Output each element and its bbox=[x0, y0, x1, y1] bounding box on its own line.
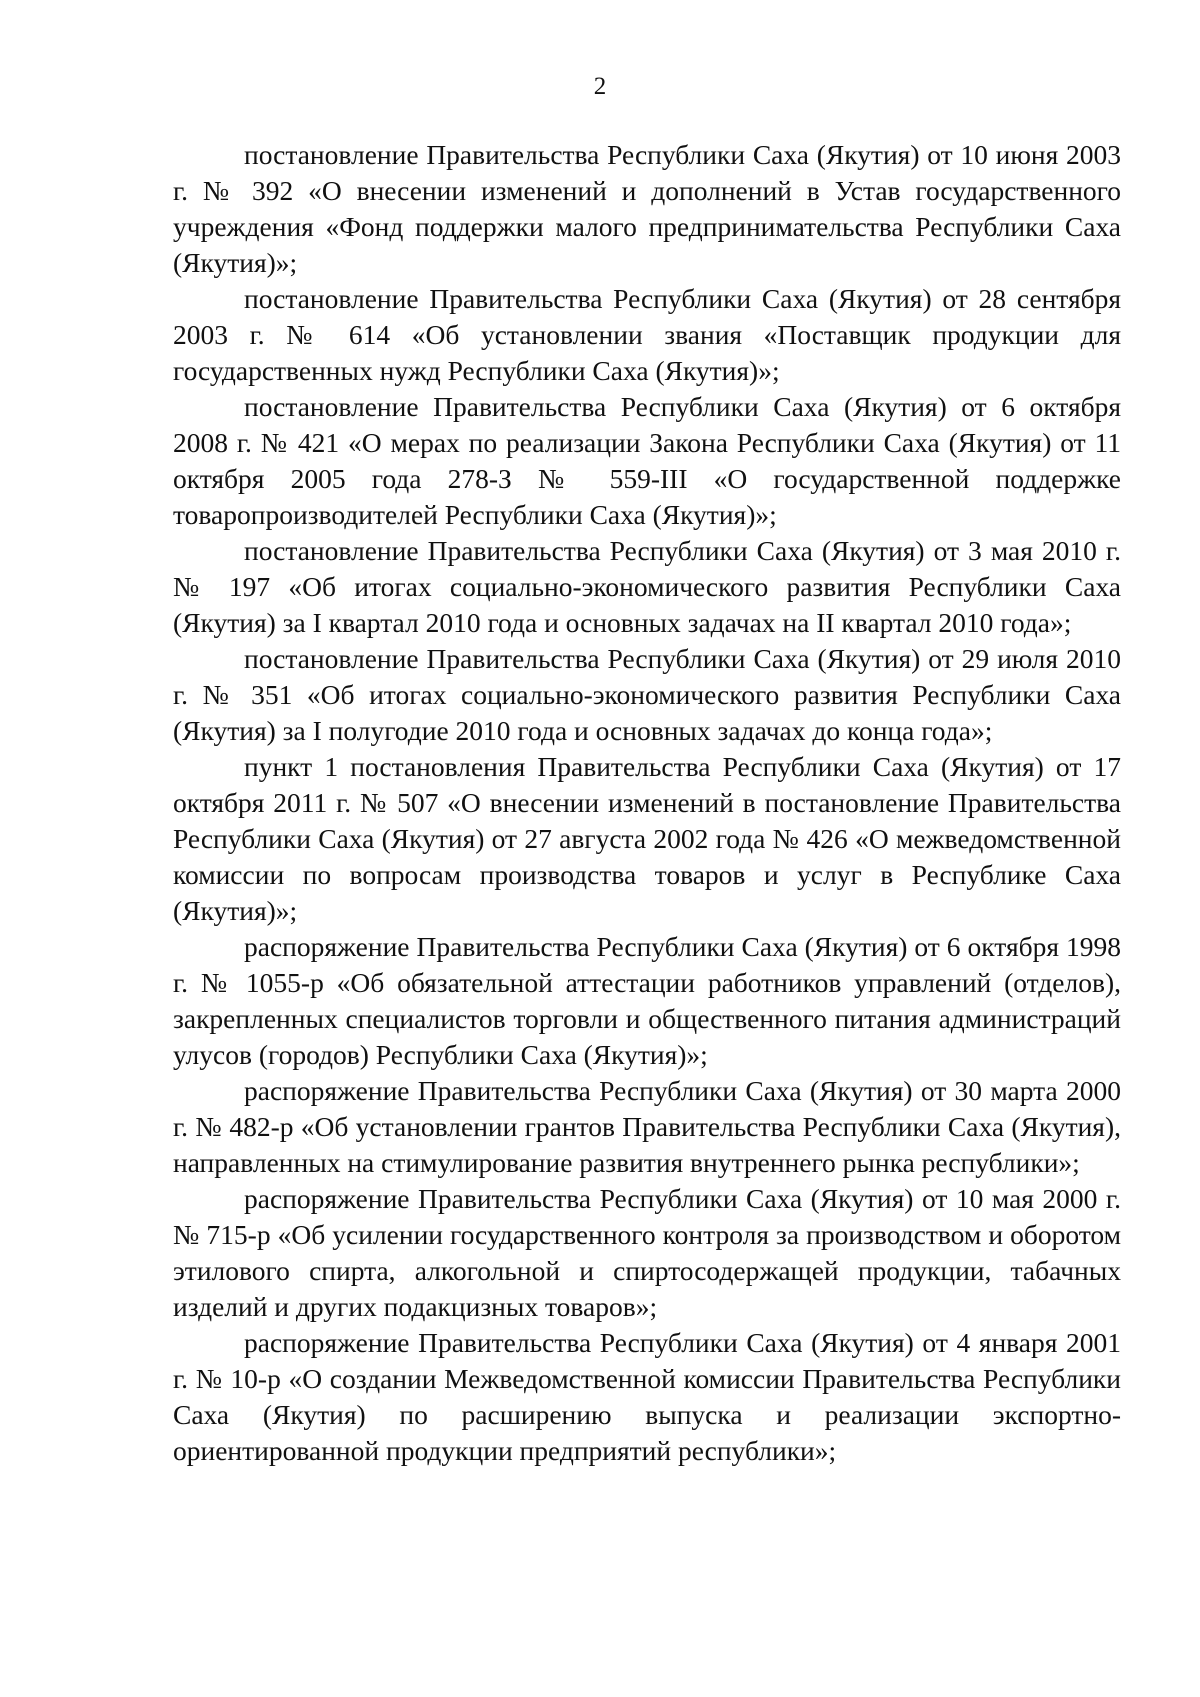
paragraph-7: распоряжение Правительства Республики Саха (Якутия) от 6 октября 1998 г. № 1055-р «Об обязательной аттестации работников управлений (отделов), закрепленных специалистов торговли и общественного питания администраций улусов (городов) Республики Саха (Якутия)»; bbox=[173, 931, 1121, 1070]
paragraph-8: распоряжение Правительства Республики Саха (Якутия) от 30 марта 2000 г. № 482-р «Об установлении грантов Правительства Республики Саха (Якутия), направленных на стимулирование развития внутреннего рынка республики»; bbox=[173, 1075, 1121, 1178]
paragraph-3: постановление Правительства Республики Саха (Якутия) от 6 октября 2008 г. № 421 «О мерах по реализации Закона Республики Саха (Якутия) от 11 октября 2005 года 278-З № 559-III «О государственной поддержке товаропроизводителей Республики Саха (Якутия)»; bbox=[173, 391, 1121, 530]
paragraph-10: распоряжение Правительства Республики Саха (Якутия) от 4 января 2001 г. № 10-р «О создании Межведомственной комиссии Правительства Республики Саха (Якутия) по расширению выпуска и реализации экспортно-ориентированной продукции предприятий республики»; bbox=[173, 1327, 1121, 1466]
page-number: 2 bbox=[593, 73, 607, 100]
paragraph-2: постановление Правительства Республики Саха (Якутия) от 28 сентября 2003 г. № 614 «Об установлении звания «Поставщик продукции для государственных нужд Республики Саха (Якутия)»; bbox=[173, 283, 1121, 386]
paragraph-4: постановление Правительства Республики Саха (Якутия) от 3 мая 2010 г. № 197 «Об итогах социально-экономического развития Республики Саха (Якутия) за I квартал 2010 года и основных задачах на II квартал 2010 года»; bbox=[173, 535, 1121, 638]
paragraph-1: постановление Правительства Республики Саха (Якутия) от 10 июня 2003 г. № 392 «О внесении изменений и дополнений в Устав государственного учреждения «Фонд поддержки малого предпринимательства Республики Саха (Якутия)»; bbox=[173, 139, 1121, 278]
paragraph-6: пункт 1 постановления Правительства Республики Саха (Якутия) от 17 октября 2011 г. № 507 «О внесении изменений в постановление Правительства Республики Саха (Якутия) от 27 августа 2002 года № 426 «О межведомственной комиссии по вопросам производства товаров и услуг в Республике Саха (Якутия)»; bbox=[173, 751, 1121, 926]
paragraph-5: постановление Правительства Республики Саха (Якутия) от 29 июля 2010 г. № 351 «Об итогах социально-экономического развития Республики Саха (Якутия) за I полугодие 2010 года и основных задачах до конца года»; bbox=[173, 643, 1121, 746]
document-body bbox=[173, 137, 1121, 1469]
paragraph-9: распоряжение Правительства Республики Саха (Якутия) от 10 мая 2000 г. № 715-р «Об усилении государственного контроля за производством и оборотом этилового спирта, алкогольной и спиртосодержащей продукции, табачных изделий и других подакцизных товаров»; bbox=[173, 1183, 1121, 1322]
